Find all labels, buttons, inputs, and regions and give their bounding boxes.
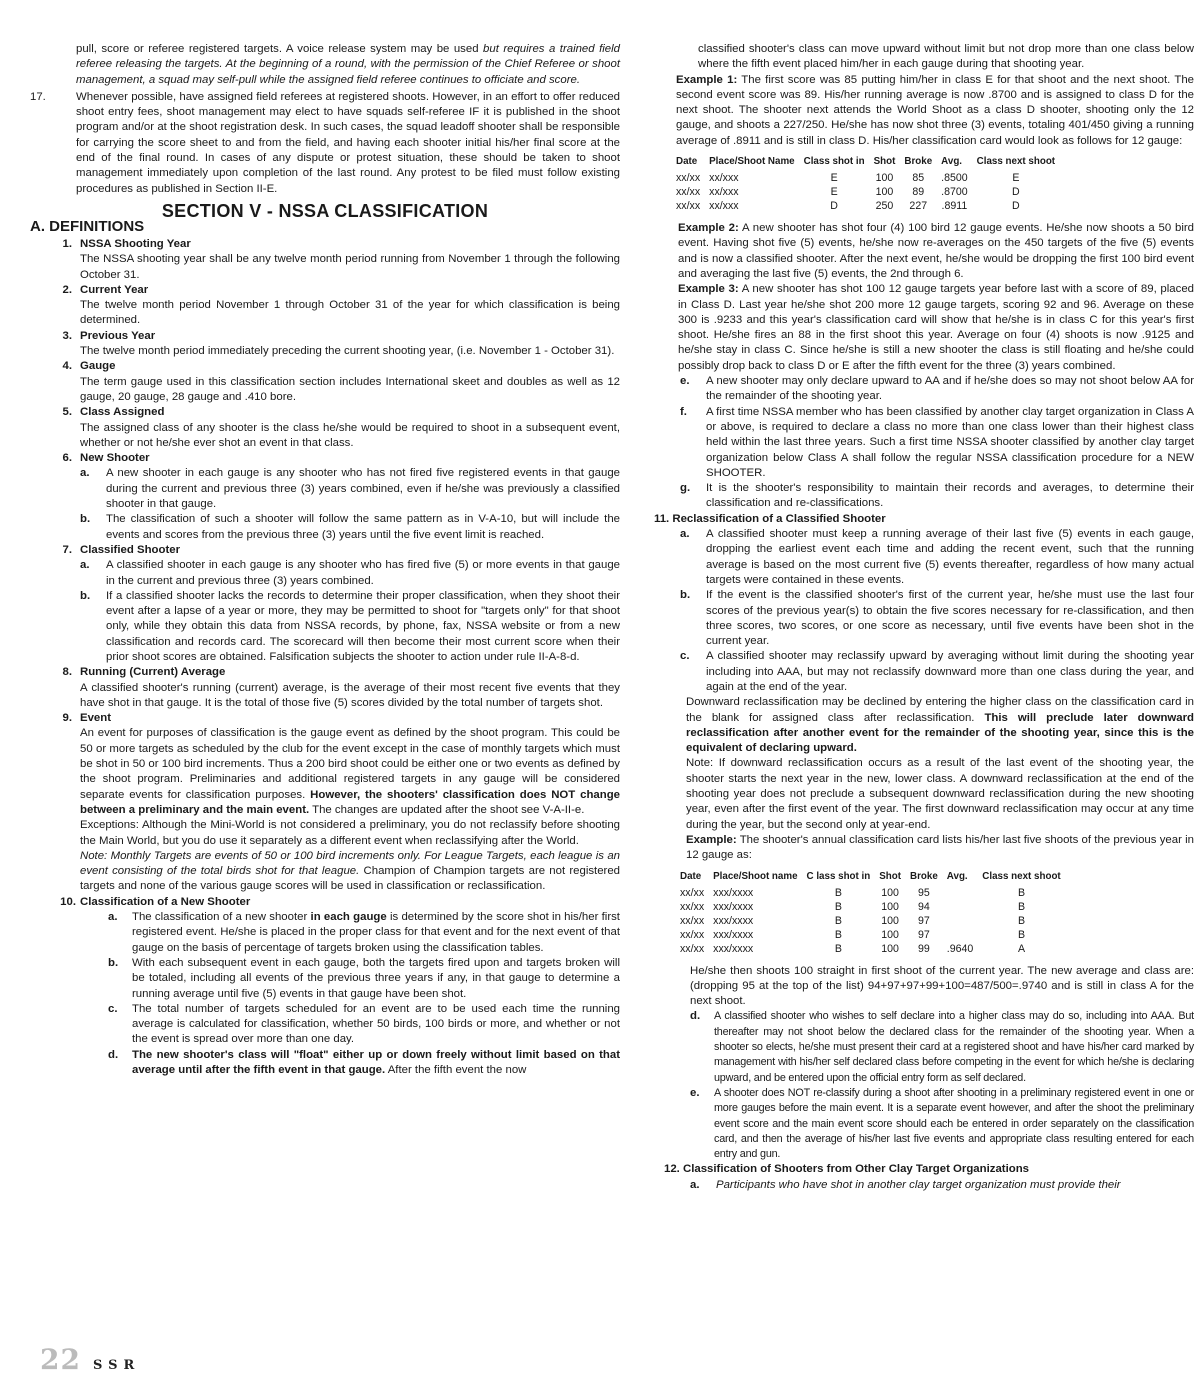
table-1-cell: E bbox=[1012, 172, 1020, 185]
table-2-cell: B bbox=[1017, 886, 1026, 899]
definition-4-text: The term gauge used in this classification section includes International skeet and doubles as well as 12 gauge, 20 gauge, 28 gauge and .410 bore. bbox=[80, 375, 620, 403]
table-row bbox=[676, 185, 1064, 199]
example-3-label: Example 3: bbox=[678, 283, 739, 296]
classification-card-table-1 bbox=[676, 155, 1064, 213]
definition-1-text: The NSSA shooting year shall be any twelve month period running from November 1 through the following October 31. bbox=[80, 253, 620, 281]
section-title: SECTION V - NSSA CLASSIFICATION bbox=[161, 200, 489, 221]
definition-6b-text: The classification of such a shooter will follow the same pattern as in V-A-10, but will include the events and scores from the previous three (3) years until the five event limit is reached. bbox=[106, 513, 620, 541]
table-1-cell: D bbox=[1012, 200, 1020, 213]
example-3-text: A new shooter has shot 100 12 gauge targets year before last with a score of 89, placed in Class D. Last year he/she shot 200 more 12 gauge targets, scoring 92 and 96. Average on these 300 is .9233 and this year's classification card will show that he/she is in class C for this year's first shoot. He/she fires an 88 in the first shoot this year. Average on four (4) shoots is now .9125 and he/she stay in class C. Since he/she is still a new shooter the class is still floating and he/she could possibly drop back to class D or E after the fifth event for the three (3) years combined. bbox=[678, 283, 1194, 372]
rule-10g-text: It is the shooter's responsibility to maintain their records and averages, to determine their classification and re-classifications. bbox=[706, 482, 1194, 510]
table-1-header-cell: Class next shoot bbox=[976, 156, 1056, 168]
definition-9-heading: Event bbox=[80, 712, 112, 725]
table-2-cell bbox=[947, 928, 983, 942]
definition-4-number: 4. bbox=[62, 360, 72, 373]
page-footer bbox=[40, 1343, 141, 1376]
example-2-label: Example 2: bbox=[678, 222, 739, 235]
table-1-cell: xx/xx bbox=[676, 186, 701, 199]
definition-10b-text: With each subsequent event in each gauge, both the targets fired upon and targets broken will be totaled, including all events of the previous three years if any, in that gauge to determine a running average until five (5) events in that gauge have been shot. bbox=[132, 956, 620, 1000]
rule-12a-text: Participants who have shot in another clay target organization must provide their bbox=[716, 1178, 1121, 1191]
table-1-cell: 227 bbox=[909, 200, 928, 213]
rule-11a-text: A classified shooter must keep a running average of their last five (5) events in each gauge, dropping the earliest event each time and adding the recent event, such that the running average is based on the most current five (5) events thereafter, regardless of how many actual targets were contained in these events. bbox=[706, 528, 1194, 586]
table-2-cell: B bbox=[834, 942, 842, 955]
publication-name: SSR bbox=[92, 1358, 141, 1373]
table-1-cell: 100 bbox=[875, 186, 894, 199]
definition-9-number: 9. bbox=[62, 712, 72, 725]
table-2-cell: xx/xx bbox=[680, 914, 705, 927]
definition-10b bbox=[108, 956, 620, 1002]
definition-10 bbox=[30, 895, 620, 1079]
definition-7a-letter: a. bbox=[80, 559, 90, 572]
definition-8 bbox=[30, 665, 620, 711]
rule-11c-text: A classified shooter may reclassify upward by averaging without limit during the shooting year including into AAA, but may not reclassify downward more than one class during the year, and again at the end of the year. bbox=[706, 650, 1194, 693]
table-1-cell: xx/xxx bbox=[709, 172, 739, 185]
definition-5 bbox=[30, 405, 620, 451]
definition-7b-text: If a classified shooter lacks the records to determine their proper classification, when they shoot their event after a lapse of a year or more, they may be permitted to shoot for "targets only" for that shoot only, while they obtain this data from NSSA records, by phone, fax, NSSA website or from a new classification and records card. The scorecard will then become their most current score when their prior shoot scores are obtained. Falsification subjects the shooter to action under rule II-A-8-d. bbox=[106, 589, 620, 663]
definition-7a-text: A classified shooter in each gauge is any shooter who has fired five (5) or more events in that gauge in the current and previous three (3) years combined. bbox=[106, 559, 620, 587]
definition-2-heading: Current Year bbox=[80, 283, 149, 296]
definition-7 bbox=[30, 543, 620, 665]
rule-10g-letter: g. bbox=[680, 482, 691, 495]
downward-text: Downward reclassification may be declined by entering the higher class on the classification card in the blank for assigned class after reclassification. bbox=[686, 696, 1194, 724]
definition-9-text bbox=[80, 726, 620, 818]
definition-10a-bold: in each gauge bbox=[310, 911, 387, 924]
table-1-cell: .8911 bbox=[941, 200, 968, 213]
definition-7a bbox=[80, 558, 620, 589]
definition-10c-text: The total number of targets scheduled for an event are to be used each time the running average is calculated for classification, whether 50 birds, 100 birds or more, and whether or not the event is spread over more than one day. bbox=[132, 1002, 620, 1046]
table-1-cell: D bbox=[830, 200, 838, 213]
table-1-cell: 85 bbox=[912, 172, 925, 185]
table-1-header-cell: Date bbox=[676, 156, 698, 168]
definition-9-exceptions: Exceptions: Although the Mini-World is not considered a preliminary, you do not reclassify before shooting the Main World, but you do use it separately as a different event when reclassifying after the World. bbox=[80, 819, 620, 847]
definition-10d-text-end: After the fifth event the now bbox=[385, 1064, 527, 1076]
definition-5-heading: Class Assigned bbox=[80, 406, 165, 419]
example-1 bbox=[676, 73, 1194, 149]
table-2-cell: 99 bbox=[917, 942, 930, 955]
definition-8-heading: Running (Current) Average bbox=[80, 666, 226, 679]
table-2-cell: B bbox=[834, 914, 842, 927]
definition-10d bbox=[108, 1048, 620, 1079]
definition-10c bbox=[108, 1002, 620, 1048]
example-1-text: The first score was 85 putting him/her in class E for that shoot and the next shoot. The second event score was 89. His/her running average is now .8700 and is assigned to class D for the next shoot. The shooter next attends the World Shoot as a class D shooter, shooting only the 12 gauge, and shoots a 227/250. He/she has now shot three (3) events, totaling 401/450 giving a running average of .8911 and is still in class D. His/her classification card would look as follows for 12 gauge: bbox=[676, 73, 1194, 147]
table-1-cell: xx/xxx bbox=[709, 186, 739, 199]
table-1-header-cell: Avg. bbox=[941, 156, 963, 168]
page-number: 22 bbox=[40, 1343, 81, 1376]
table-2-cell: xx/xx bbox=[680, 942, 705, 955]
table-2-cell: xxx/xxxx bbox=[713, 914, 754, 927]
after-example-text: He/she then shoots 100 straight in first shoot of the current year. The new average and class are: (dropping 95 at the top of the list) 94+97+97+99+100=487/500=.9740 and is still in class A for the next shoot. bbox=[690, 964, 1194, 1008]
rule-17 bbox=[30, 90, 620, 197]
definition-5-text: The assigned class of any shooter is the class he/she would be required to shoot in a subsequent event, whether or not he/she ever shot an event in that class. bbox=[80, 421, 620, 449]
intro-paragraph bbox=[76, 42, 620, 88]
definition-6a bbox=[80, 466, 620, 512]
definition-7-heading: Classified Shooter bbox=[80, 543, 181, 556]
definition-10d-bold: The new shooter's class will "float" either up or down freely without limit based on that average until after the fifth event in that gauge. bbox=[132, 1048, 620, 1076]
table-2-cell: B bbox=[834, 900, 842, 913]
table-1-header-row bbox=[676, 155, 1064, 171]
downward-reclassification bbox=[686, 695, 1194, 756]
table-2-cell bbox=[947, 900, 983, 914]
table-1-header-cell: Class shot in bbox=[803, 156, 865, 168]
table-2-cell: 97 bbox=[917, 914, 930, 927]
definition-9-note-italic: Note: Monthly Targets are events of 50 or 100 bird increments only. For League Targets, each league is an event consisting of the total birds shot for that league. bbox=[80, 849, 620, 878]
table-row bbox=[676, 171, 1064, 185]
table-2-cell: .9640 bbox=[946, 942, 974, 955]
definition-9-bold-text: However, the shooters' classification does NOT change between a preliminary and the main event. bbox=[80, 788, 620, 816]
rule-10f-text: A first time NSSA member who has been classified by another clay target organization in Class A or above, is required to declare a class no more than one class lower than their highest class held within the last three years. Such a first time NSSA shooter classified by another clay target organization below Class A shall follow the regular NSSA classification procedure for a NEW SHOOTER. bbox=[706, 405, 1194, 479]
table-2-cell: 100 bbox=[881, 886, 899, 899]
table-2-cell: 95 bbox=[917, 886, 930, 899]
table-row bbox=[680, 942, 1070, 956]
definition-1-heading: NSSA Shooting Year bbox=[80, 237, 191, 250]
definition-6a-letter: a. bbox=[80, 467, 90, 480]
table-2-header-cell: C lass shot in bbox=[806, 870, 871, 882]
definition-3-text: The twelve month period immediately preceding the current shooting year, (i.e. November 1 - October 31). bbox=[80, 345, 615, 358]
table-2-header-cell: Broke bbox=[910, 870, 938, 882]
definition-4 bbox=[30, 359, 620, 405]
definition-1 bbox=[30, 237, 620, 283]
classification-card-table-2 bbox=[680, 870, 1070, 956]
reclassification-note: Note: If downward reclassification occurs as a result of the last event of the shooting year, the shooter starts the next year in the new, lower class. A downward reclassification at the end of the shooting year does not preclude a subsequent downward reclassification during the new shooting year, even after the first event of the year. The first downward reclassification may occur at any time during the year, but the second only at year-end. bbox=[686, 757, 1194, 831]
table-2-cell: xxx/xxxx bbox=[713, 928, 754, 941]
definition-4-heading: Gauge bbox=[80, 360, 116, 373]
definition-7b-letter: b. bbox=[80, 589, 91, 602]
definition-10d-text bbox=[132, 1048, 620, 1079]
table-2-cell: 100 bbox=[881, 914, 899, 927]
table-2-header-cell: Shot bbox=[879, 870, 901, 882]
table-1-cell: 89 bbox=[912, 186, 925, 199]
rule-17-number: 17. bbox=[30, 90, 46, 103]
definition-8-text: A classified shooter's running (current) average, is the average of their most recent five events that they have shot in that gauge. It is the total of those five (5) scores divided by the total number of targets shot. bbox=[80, 681, 620, 709]
left-column bbox=[30, 42, 620, 1078]
table-2-cell bbox=[947, 914, 983, 928]
table-2-cell: 100 bbox=[881, 928, 899, 941]
example-4-label: Example: bbox=[686, 833, 737, 846]
definition-9-text-part: An event for purposes of classification is the gauge event as defined by the shoot program. This could be 50 or more targets as scheduled by the club for the event except in the case of monthly targets which must be shot in 50 or 100 bird increments. Thus a 200 bird shoot could be either one or two events as defined by the shoot program. Preliminaries and additional registered targets in any gauge will be considered separate events for classification purposes. bbox=[80, 727, 620, 801]
rule-11b-letter: b. bbox=[680, 589, 691, 602]
rule-10f-letter: f. bbox=[680, 405, 687, 418]
table-1-cell: E bbox=[830, 186, 838, 199]
table-2-body bbox=[680, 886, 1070, 956]
continued-text: classified shooter's class can move upward without limit but not drop more than one class below where the fifth event placed him/her in each gauge during that shooting year. bbox=[698, 43, 1194, 71]
definition-6-heading: New Shooter bbox=[80, 452, 150, 465]
definition-10b-letter: b. bbox=[108, 956, 119, 969]
example-2 bbox=[678, 221, 1194, 282]
definition-10a bbox=[108, 910, 620, 956]
definition-3-heading: Previous Year bbox=[80, 329, 156, 342]
definition-2 bbox=[30, 283, 620, 329]
intro-text: pull, score or referee registered targets. A voice release system may be used bbox=[76, 43, 484, 55]
rule-17-text: Whenever possible, have assigned field referees at registered shoots. However, in an effort to offer reduced shoot entry fees, shoot management may elect to have squads self-referee IF it is published in the shoot program and/or at the shoot registration desk. In such cases, the squad leadoff shooter shall be responsible for carrying the score sheet to and from the field, and having each shooter initial his/her final score at the end of the final round. In cases of any dispute or protest situation, these should be taken to shoot management immediately upon completion of the last round. Any protest to be filed must follow existing procedures as published in Section II-E. bbox=[76, 90, 620, 195]
table-2-cell: xxx/xxxx bbox=[713, 942, 754, 955]
table-1-cell: .8700 bbox=[941, 186, 968, 199]
definition-3-number: 3. bbox=[62, 329, 72, 342]
table-1-body bbox=[676, 171, 1064, 213]
table-2-cell: B bbox=[834, 886, 842, 899]
table-2-cell: xx/xx bbox=[680, 928, 705, 941]
definition-5-number: 5. bbox=[62, 406, 72, 419]
downward-bold-text: This will preclude later downward reclassification after another event for the remainder of the shooting year, since this is the equivalent of declaring upward. bbox=[686, 711, 1194, 755]
table-2-cell: B bbox=[1017, 928, 1026, 941]
table-2-cell bbox=[947, 886, 983, 900]
table-2-cell: B bbox=[834, 928, 842, 941]
rule-11c bbox=[680, 649, 1194, 695]
table-2-cell: xxx/xxxx bbox=[713, 900, 754, 913]
rule-11e-letter: e. bbox=[690, 1086, 700, 1099]
definition-2-text: The twelve month period November 1 through October 31 of the year for which classification is being determined. bbox=[80, 299, 620, 327]
definition-7b bbox=[80, 589, 620, 665]
table-1-header-cell: Broke bbox=[904, 156, 933, 168]
table-1-cell: 100 bbox=[875, 172, 894, 185]
definition-10a-text bbox=[132, 910, 620, 956]
rule-12a bbox=[690, 1178, 1194, 1193]
rule-10e-letter: e. bbox=[680, 375, 690, 388]
table-2-cell: 94 bbox=[917, 900, 930, 913]
table-2-header-cell: Avg. bbox=[946, 870, 968, 882]
definition-10c-letter: c. bbox=[108, 1002, 118, 1015]
rule-11a bbox=[680, 527, 1194, 588]
table-row bbox=[680, 886, 1070, 900]
definition-6b-letter: b. bbox=[80, 513, 91, 526]
rule-11e bbox=[690, 1086, 1194, 1162]
table-2-header-cell: Place/Shoot name bbox=[713, 870, 798, 882]
definitions-heading: A. DEFINITIONS bbox=[30, 217, 145, 235]
definition-7-number: 7. bbox=[62, 543, 72, 556]
intro-italic-text: but requires a trained field referee releasing the targets. At the beginning of a round, with the permission of the Chief Referee or shoot management, a squad may self-pull while the assigned field referee continues to officiate and score. bbox=[76, 43, 620, 86]
rule-10g bbox=[680, 481, 1194, 512]
definition-8-number: 8. bbox=[62, 666, 72, 679]
table-2-cell: 97 bbox=[917, 928, 930, 941]
rule-10e bbox=[680, 374, 1194, 405]
example-4-text: The shooter's annual classification card lists his/her last five shoots of the previous year in 12 gauge as: bbox=[686, 833, 1194, 862]
definition-3 bbox=[30, 329, 620, 360]
definition-10-heading: Classification of a New Shooter bbox=[80, 895, 251, 908]
definition-9-note bbox=[80, 849, 620, 895]
table-2-cell: A bbox=[1017, 942, 1026, 955]
table-2-cell: B bbox=[1017, 900, 1026, 913]
definition-6 bbox=[30, 451, 620, 543]
table-2-cell: 100 bbox=[881, 942, 899, 955]
definition-10d-letter: d. bbox=[108, 1048, 119, 1061]
definition-6b bbox=[80, 512, 620, 543]
rule-11-heading: 11. Reclassification of a Classified Shooter bbox=[654, 512, 886, 525]
definition-2-number: 2. bbox=[62, 283, 72, 296]
definition-6-number: 6. bbox=[62, 452, 72, 465]
table-1-header-cell: Place/Shoot Name bbox=[709, 156, 795, 168]
definition-9-text-end: The changes are updated after the shoot see V-A-II-e. bbox=[309, 803, 585, 816]
table-2-cell: xxx/xxxx bbox=[713, 886, 754, 899]
rule-10e-text: A new shooter may only declare upward to AA and if he/she does so may not shoot below AA for the remainder of the shooting year. bbox=[706, 375, 1194, 403]
rule-11d bbox=[690, 1009, 1194, 1085]
table-1-cell: xx/xxx bbox=[709, 200, 739, 213]
definition-9 bbox=[30, 711, 620, 895]
definition-10a-letter: a. bbox=[108, 911, 118, 924]
rule-12a-letter: a. bbox=[690, 1178, 700, 1191]
table-1-cell: 250 bbox=[875, 200, 894, 213]
definition-10a-text-end: is determined by the score shot in his/her first registered event. He/she is placed in the proper class for that event and for the next event of that gauge on the basis of percentage of targets broken using the classification tables. bbox=[132, 911, 620, 954]
rule-10f bbox=[680, 405, 1194, 481]
table-2-cell: 100 bbox=[881, 900, 899, 913]
table-1-cell: xx/xx bbox=[676, 200, 701, 213]
rule-11c-letter: c. bbox=[680, 650, 690, 663]
table-2-header-row bbox=[680, 870, 1070, 886]
table-2-header-cell: Date bbox=[680, 870, 702, 882]
rule-11e-text: A shooter does NOT re-classify during a shoot after shooting in a preliminary registered event in one or more gauges before the main event. It is a separate event however, and after the shoot the preliminary event score and the main event score should each be entered in order separately on the classification card, and then the average of his/her last five events and appropriate class resulting entered for each entry and gun. bbox=[714, 1086, 1194, 1161]
example-2-text: A new shooter has shot four (4) 100 bird 12 gauge events. He/she now shoots a 50 bird event. Having shot five (5) events, he/she now re-averages on the 450 targets of the five (5) events and is now a classified shooter. After the next event, he/she would be dropping the first 100 bird event and averaging the last five (5) events, the 2nd through 6. bbox=[678, 222, 1194, 280]
table-1-cell: .8500 bbox=[941, 172, 968, 185]
table-1-cell: xx/xx bbox=[676, 172, 701, 185]
example-3 bbox=[678, 282, 1194, 374]
definition-9-note-end: Champion of Champion targets are not registered targets and none of the various gauge scores will be used in classification or reclassification. bbox=[80, 865, 621, 893]
rule-12-heading: 12. Classification of Shooters from Other Clay Target Organizations bbox=[664, 1163, 1029, 1176]
right-column bbox=[654, 42, 1194, 1193]
rule-11b bbox=[680, 588, 1194, 649]
table-1-cell: D bbox=[1012, 186, 1020, 199]
table-row bbox=[680, 928, 1070, 942]
table-row bbox=[680, 914, 1070, 928]
table-2-cell: B bbox=[1017, 914, 1026, 927]
table-1-cell: E bbox=[830, 172, 838, 185]
table-row bbox=[680, 900, 1070, 914]
table-2-cell: xx/xx bbox=[680, 886, 705, 899]
example-4 bbox=[686, 833, 1194, 864]
table-2-header-cell: Class next shoot bbox=[982, 870, 1061, 882]
rule-11d-text: A classified shooter who wishes to self declare into a higher class may do so, including into AAA. But thereafter may not shoot below the declared class for the remainder of the shooting year. When a shooter so elects, he/she must present their card at a registered shoot and have his/her card marked by management with his/her self declared class before competing in the event for which he/she is declaring upward, and be entered upon the official entry form as self declared. bbox=[714, 1010, 1194, 1084]
table-1-header-cell: Shot bbox=[873, 156, 896, 168]
definition-10a-text-start: The classification of a new shooter bbox=[132, 911, 311, 924]
definition-1-number: 1. bbox=[62, 237, 72, 250]
definition-10-number: 10. bbox=[60, 895, 76, 908]
table-row bbox=[676, 199, 1064, 213]
example-1-label: Example 1: bbox=[676, 73, 738, 86]
definition-6a-text: A new shooter in each gauge is any shooter who has not fired five registered events in that gauge during the current and previous three (3) years combined, even if he/she was previously a classified shooter in that gauge. bbox=[106, 467, 620, 511]
table-2-cell: xx/xx bbox=[680, 900, 705, 913]
rule-11a-letter: a. bbox=[680, 528, 690, 541]
rule-11d-letter: d. bbox=[690, 1010, 701, 1023]
rule-11b-text: If the event is the classified shooter's first of the current year, he/she must use the last four scores of the previous year(s) to obtain the five scores necessary for re-classification, and then three scores, two scores, or one score as necessary, until five events have been shot in the current year. bbox=[706, 589, 1194, 648]
